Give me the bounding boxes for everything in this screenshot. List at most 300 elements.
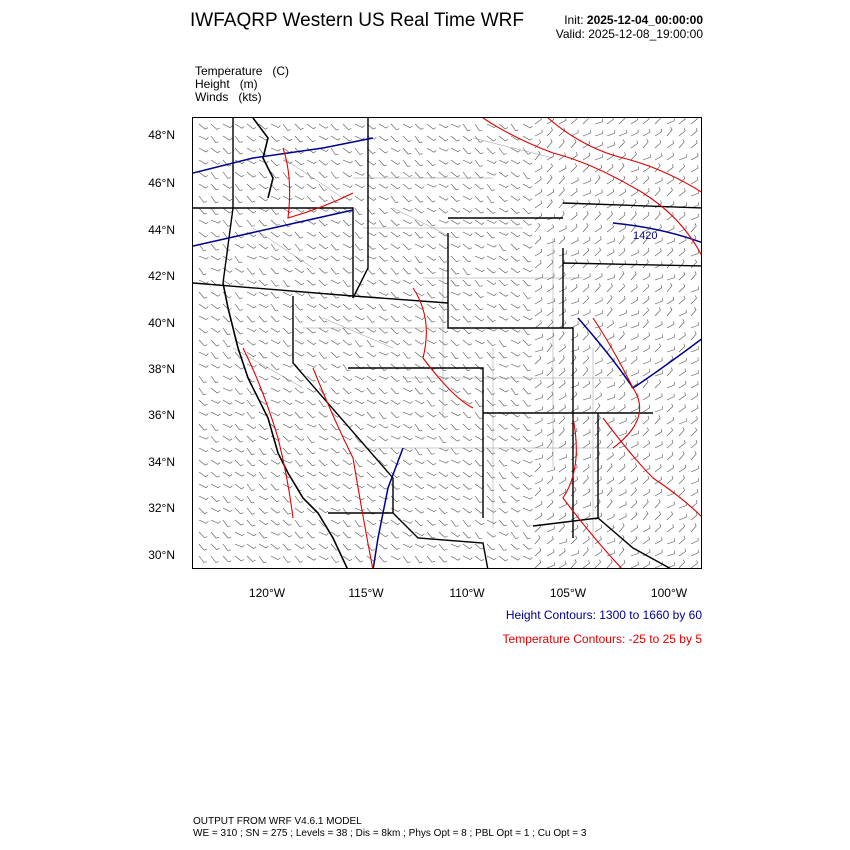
- wind-barb: [403, 472, 412, 476]
- wind-barb: [655, 454, 663, 460]
- wind-barb: [211, 316, 220, 320]
- wind-barb: [655, 140, 661, 148]
- chart-title: IWFAQRP Western US Real Time WRF: [190, 10, 524, 31]
- wind-barb: [439, 352, 448, 357]
- wind-barb: [247, 316, 255, 322]
- wind-barb: [679, 154, 687, 160]
- wind-barb: [223, 196, 232, 201]
- wind-barb: [619, 235, 624, 244]
- wind-barb: [427, 472, 436, 476]
- wind-barb: [595, 273, 602, 280]
- wind-barb: [295, 328, 304, 333]
- wind-barb: [211, 136, 219, 143]
- wind-barb: [535, 176, 541, 184]
- wind-barb: [211, 532, 219, 538]
- wind-barb: [583, 237, 590, 244]
- wind-barb: [367, 400, 376, 404]
- wind-barb: [559, 118, 566, 124]
- wind-barb: [283, 436, 292, 441]
- wind-barb: [319, 544, 328, 549]
- wind-barb: [355, 376, 364, 380]
- wind-barb: [391, 292, 399, 298]
- wind-barb: [391, 280, 400, 283]
- wind-barb: [211, 520, 220, 523]
- wind-barb: [247, 172, 256, 177]
- wind-barb: [523, 328, 530, 335]
- wind-barb: [415, 496, 424, 500]
- wind-barb: [523, 244, 532, 248]
- wind-barb: [487, 436, 496, 440]
- wind-barb: [547, 489, 554, 496]
- wind-barb: [259, 280, 268, 286]
- wind-barb: [559, 539, 567, 544]
- wind-barb: [343, 160, 353, 163]
- wind-barb: [391, 136, 399, 142]
- wind-barb: [379, 448, 387, 454]
- wind-barb: [475, 172, 483, 178]
- wind-barb: [259, 292, 268, 296]
- wind-barb: [403, 484, 412, 488]
- wind-barb: [451, 172, 460, 177]
- wind-barb: [595, 358, 602, 364]
- wind-barb: [655, 187, 660, 196]
- wind-barb: [571, 130, 578, 136]
- wind-barb: [391, 520, 400, 525]
- wind-barb: [679, 358, 686, 364]
- wind-barb: [283, 412, 292, 416]
- wind-barb: [379, 280, 388, 285]
- wind-barb: [523, 448, 532, 452]
- wind-barb: [487, 148, 495, 154]
- wind-barb: [367, 352, 376, 357]
- wind-barb: [451, 508, 460, 512]
- wind-barb: [643, 308, 649, 316]
- wind-barb: [463, 220, 472, 224]
- wind-barb: [547, 562, 555, 568]
- wind-barb: [211, 232, 220, 237]
- wind-barb: [223, 448, 232, 452]
- wind-barb: [319, 484, 328, 489]
- wind-barb: [631, 525, 638, 532]
- wind-barb: [499, 436, 508, 441]
- wind-barb: [583, 332, 589, 341]
- wind-barb: [571, 559, 576, 568]
- wind-barb: [439, 556, 447, 562]
- wind-barb: [595, 131, 603, 137]
- wind-barb: [211, 208, 219, 215]
- wind-barb: [343, 136, 352, 141]
- wind-barb: [475, 292, 484, 298]
- wind-barb: [523, 352, 532, 357]
- wind-barb: [523, 388, 531, 394]
- wind-barb: [655, 358, 662, 365]
- wind-barb: [667, 465, 674, 472]
- wind-barb: [511, 160, 520, 164]
- wind-barb: [679, 393, 686, 401]
- wind-barb: [199, 556, 207, 562]
- wind-barb: [343, 340, 352, 345]
- wind-barb: [343, 124, 351, 130]
- wind-barb: [379, 532, 388, 537]
- wind-barb: [235, 496, 244, 501]
- wind-barb: [319, 220, 328, 226]
- wind-barb: [223, 208, 232, 213]
- wind-barb: [619, 225, 626, 232]
- wind-barb: [343, 556, 352, 561]
- wind-barb: [223, 364, 232, 368]
- wind-barb: [319, 424, 327, 430]
- lon-label-110: 110°W: [449, 586, 485, 600]
- wind-barb: [283, 364, 292, 367]
- wind-barb: [403, 280, 412, 284]
- wind-barb: [379, 124, 388, 128]
- wind-barb: [643, 273, 650, 280]
- wind-barb: [631, 141, 638, 149]
- wind-barb: [247, 136, 256, 141]
- wind-barb: [403, 376, 411, 382]
- wind-barb: [427, 280, 435, 286]
- wind-barb: [355, 448, 364, 452]
- lat-label-30: 30°N: [148, 548, 175, 562]
- wind-barb: [619, 476, 625, 484]
- wind-barb: [199, 484, 208, 488]
- wind-barb: [307, 472, 316, 476]
- wind-barb: [307, 160, 316, 164]
- wind-barb: [547, 536, 553, 544]
- wind-barb: [439, 136, 448, 141]
- wind-barb: [343, 568, 351, 569]
- wind-barb: [331, 280, 340, 284]
- wind-barb: [511, 292, 520, 297]
- wind-barb: [487, 532, 496, 537]
- wind-barb: [295, 244, 303, 250]
- wind-barb: [475, 520, 484, 525]
- wind-barb: [487, 232, 495, 238]
- wind-barb: [619, 130, 626, 136]
- wind-barb: [355, 160, 363, 166]
- wind-barb: [415, 172, 423, 178]
- wind-barb: [343, 244, 352, 248]
- lat-label-34: 34°N: [148, 455, 175, 469]
- wind-barb: [499, 208, 508, 212]
- wind-barb: [499, 172, 508, 177]
- wind-barb: [547, 526, 554, 532]
- wind-barb: [355, 532, 364, 537]
- wind-barb: [511, 280, 520, 285]
- wind-barb: [679, 465, 686, 472]
- wind-barb: [667, 502, 674, 508]
- wind-barb: [595, 248, 601, 256]
- wind-barb: [535, 478, 542, 484]
- wind-barb: [355, 148, 363, 154]
- wind-barb: [259, 328, 268, 333]
- wind-barb: [523, 232, 532, 236]
- wind-barb: [391, 340, 400, 345]
- wind-barb: [499, 280, 507, 286]
- wind-barb: [199, 544, 207, 550]
- wind-barb: [379, 172, 388, 177]
- wind-barb: [571, 417, 578, 424]
- wind-barb: [307, 256, 316, 260]
- wind-barb: [343, 472, 352, 476]
- wind-barb: [391, 268, 399, 274]
- wind-barb: [511, 364, 520, 367]
- wind-barb: [451, 232, 459, 238]
- wind-barb: [667, 512, 673, 520]
- wind-barb: [439, 208, 448, 213]
- wind-barb: [211, 256, 220, 260]
- wind-barb: [583, 273, 590, 280]
- wind-barb: [607, 499, 612, 508]
- wind-barb: [583, 356, 589, 365]
- wind-barb: [463, 208, 472, 212]
- wind-barb: [463, 148, 471, 154]
- wind-barb: [607, 177, 614, 184]
- wind-barb: [667, 164, 673, 172]
- wind-barb: [535, 130, 542, 137]
- wind-barb: [307, 532, 315, 538]
- wind-barb: [223, 412, 232, 416]
- wind-barb: [319, 436, 328, 440]
- wind-barb: [511, 544, 520, 549]
- wind-barb: [247, 424, 256, 429]
- wind-barb: [667, 307, 672, 316]
- wind-barb: [427, 196, 435, 202]
- wind-barb: [547, 299, 555, 305]
- wind-barb: [451, 292, 461, 295]
- wind-barb: [439, 508, 447, 514]
- wind-barb: [535, 236, 541, 244]
- lat-label-42: 42°N: [148, 269, 175, 283]
- wind-barb: [679, 248, 685, 256]
- wind-barb: [367, 520, 376, 525]
- wind-barb: [643, 476, 649, 484]
- wind-barb: [259, 472, 267, 479]
- wind-barb: [451, 436, 460, 441]
- wind-barb: [559, 309, 566, 317]
- wind-barb: [427, 124, 436, 129]
- wind-barb: [343, 268, 352, 273]
- wind-barb: [511, 352, 520, 356]
- wind-barb: [655, 499, 660, 508]
- wind-barb: [427, 208, 436, 212]
- wind-barb: [487, 160, 496, 164]
- wind-barb: [271, 280, 279, 286]
- wind-barb: [307, 520, 316, 525]
- wind-barb: [331, 520, 340, 524]
- wind-barb: [355, 460, 362, 467]
- wind-barb: [391, 316, 399, 322]
- wind-barb: [463, 280, 471, 286]
- wind-barb: [355, 304, 363, 310]
- wind-barb: [199, 520, 208, 523]
- wind-barb: [643, 536, 650, 544]
- wind-barb: [655, 118, 661, 124]
- wind-barb: [547, 199, 552, 208]
- wind-barb: [403, 520, 412, 523]
- wind-barb: [631, 500, 637, 508]
- wind-barb: [247, 292, 256, 296]
- wind-barb: [499, 292, 508, 296]
- lat-label-48: 48°N: [148, 128, 175, 142]
- wind-barb: [643, 393, 650, 400]
- wind-barb: [655, 393, 662, 400]
- wind-barb: [415, 124, 424, 129]
- wind-barb: [619, 404, 625, 412]
- wind-barb: [367, 532, 375, 538]
- wind-barb: [619, 430, 627, 436]
- wind-barb: [283, 520, 292, 525]
- wind-barb: [235, 532, 244, 536]
- wind-barb: [535, 274, 543, 280]
- wind-barb: [535, 213, 542, 220]
- wind-barb: [427, 268, 436, 274]
- wind-barb: [295, 520, 302, 527]
- wind-barb: [235, 184, 243, 191]
- wind-barb: [691, 190, 699, 196]
- wind-barb: [403, 400, 412, 403]
- wind-barb: [475, 412, 483, 419]
- wind-barb: [427, 448, 435, 454]
- wind-barb: [619, 248, 625, 256]
- wind-barb: [283, 280, 290, 287]
- wind-barb: [499, 268, 508, 273]
- wind-barb: [367, 472, 375, 478]
- wind-barb: [511, 244, 520, 250]
- wind-barb: [235, 424, 243, 430]
- wind-barb: [403, 196, 412, 202]
- wind-barb: [463, 448, 472, 452]
- wind-barb: [487, 340, 495, 346]
- wind-barb: [235, 520, 244, 525]
- wind-barb: [619, 189, 626, 196]
- wind-barb: [259, 184, 268, 189]
- wind-barb: [643, 248, 649, 256]
- wind-barb: [547, 214, 555, 220]
- wind-barb: [415, 208, 424, 213]
- wind-barb: [691, 286, 699, 292]
- wind-barb: [559, 477, 566, 484]
- wind-barb: [223, 280, 232, 285]
- wind-barb: [619, 271, 624, 280]
- wind-barb: [223, 556, 231, 562]
- lat-label-32: 32°N: [148, 501, 175, 515]
- wind-barb: [403, 460, 412, 465]
- wind-barb: [535, 285, 542, 292]
- wind-barb: [415, 232, 423, 238]
- wind-barb: [523, 496, 532, 499]
- wind-barb: [427, 328, 436, 332]
- wind-barb: [679, 404, 686, 412]
- wind-barb: [283, 196, 292, 200]
- wind-barb: [667, 248, 673, 256]
- wind-barb: [679, 164, 685, 172]
- wind-barb: [511, 376, 519, 382]
- wind-barb: [271, 292, 279, 298]
- wind-barb: [691, 128, 697, 136]
- wind-barb: [499, 400, 507, 406]
- wind-barb: [631, 487, 636, 496]
- wind-barb: [355, 400, 364, 404]
- wind-barb: [547, 476, 553, 484]
- wind-barb: [367, 388, 375, 394]
- wind-barb: [391, 388, 399, 394]
- wind-barb: [631, 322, 639, 328]
- wind-barb: [379, 472, 388, 477]
- wind-barb: [619, 380, 625, 388]
- wind-barb: [391, 532, 399, 538]
- wind-barb: [451, 148, 460, 152]
- wind-barb: [343, 532, 351, 538]
- wind-barbs: [199, 118, 699, 569]
- wind-barb: [403, 436, 412, 440]
- wind-barb: [595, 525, 602, 532]
- wind-barb: [499, 352, 507, 358]
- wind-barb: [223, 220, 231, 226]
- wind-barb: [607, 368, 613, 376]
- wind-barb: [451, 196, 460, 202]
- wind-barb: [283, 184, 292, 188]
- wind-barb: [391, 328, 399, 334]
- wind-barb: [403, 544, 412, 548]
- wind-barb: [655, 298, 662, 304]
- wind-barb: [607, 307, 612, 316]
- wind-barb: [343, 496, 352, 502]
- wind-barb: [211, 412, 220, 416]
- wind-barb: [583, 345, 590, 352]
- wind-barb: [463, 388, 471, 394]
- wind-barb: [415, 328, 424, 332]
- wind-barb: [439, 160, 448, 164]
- wind-barb: [223, 376, 232, 380]
- wind-barb: [619, 323, 627, 329]
- wind-barb: [571, 368, 577, 376]
- wind-barb: [367, 460, 376, 465]
- wind-barb: [235, 196, 243, 203]
- wind-barb: [619, 345, 626, 352]
- wind-barb: [379, 208, 388, 214]
- wind-barb: [283, 508, 291, 514]
- wind-barb: [487, 520, 496, 524]
- wind-barb: [319, 232, 328, 238]
- wind-barb: [271, 196, 280, 200]
- wind-barb: [211, 304, 220, 309]
- wind-barb: [235, 208, 243, 214]
- wind-barb: [535, 442, 543, 448]
- wind-barb: [667, 127, 672, 136]
- wind-barb: [295, 544, 304, 549]
- wind-barb: [331, 436, 340, 440]
- wind-barb: [523, 316, 532, 320]
- wind-barb: [427, 340, 436, 344]
- wind-barb: [427, 376, 435, 382]
- wind-barb: [463, 328, 472, 334]
- wind-barb: [223, 544, 231, 551]
- wind-barb: [535, 260, 541, 268]
- wind-barb: [271, 472, 280, 477]
- wind-barb: [655, 441, 662, 448]
- map-canvas: [193, 118, 702, 569]
- wind-barb: [403, 364, 411, 370]
- wind-barb: [307, 304, 316, 307]
- wind-barb: [319, 196, 328, 202]
- wind-barb: [379, 400, 388, 404]
- wind-barb: [223, 244, 231, 251]
- map-panel: [192, 117, 702, 569]
- wind-barb: [403, 448, 412, 452]
- wind-barb: [679, 237, 686, 244]
- wind-barb: [355, 556, 363, 562]
